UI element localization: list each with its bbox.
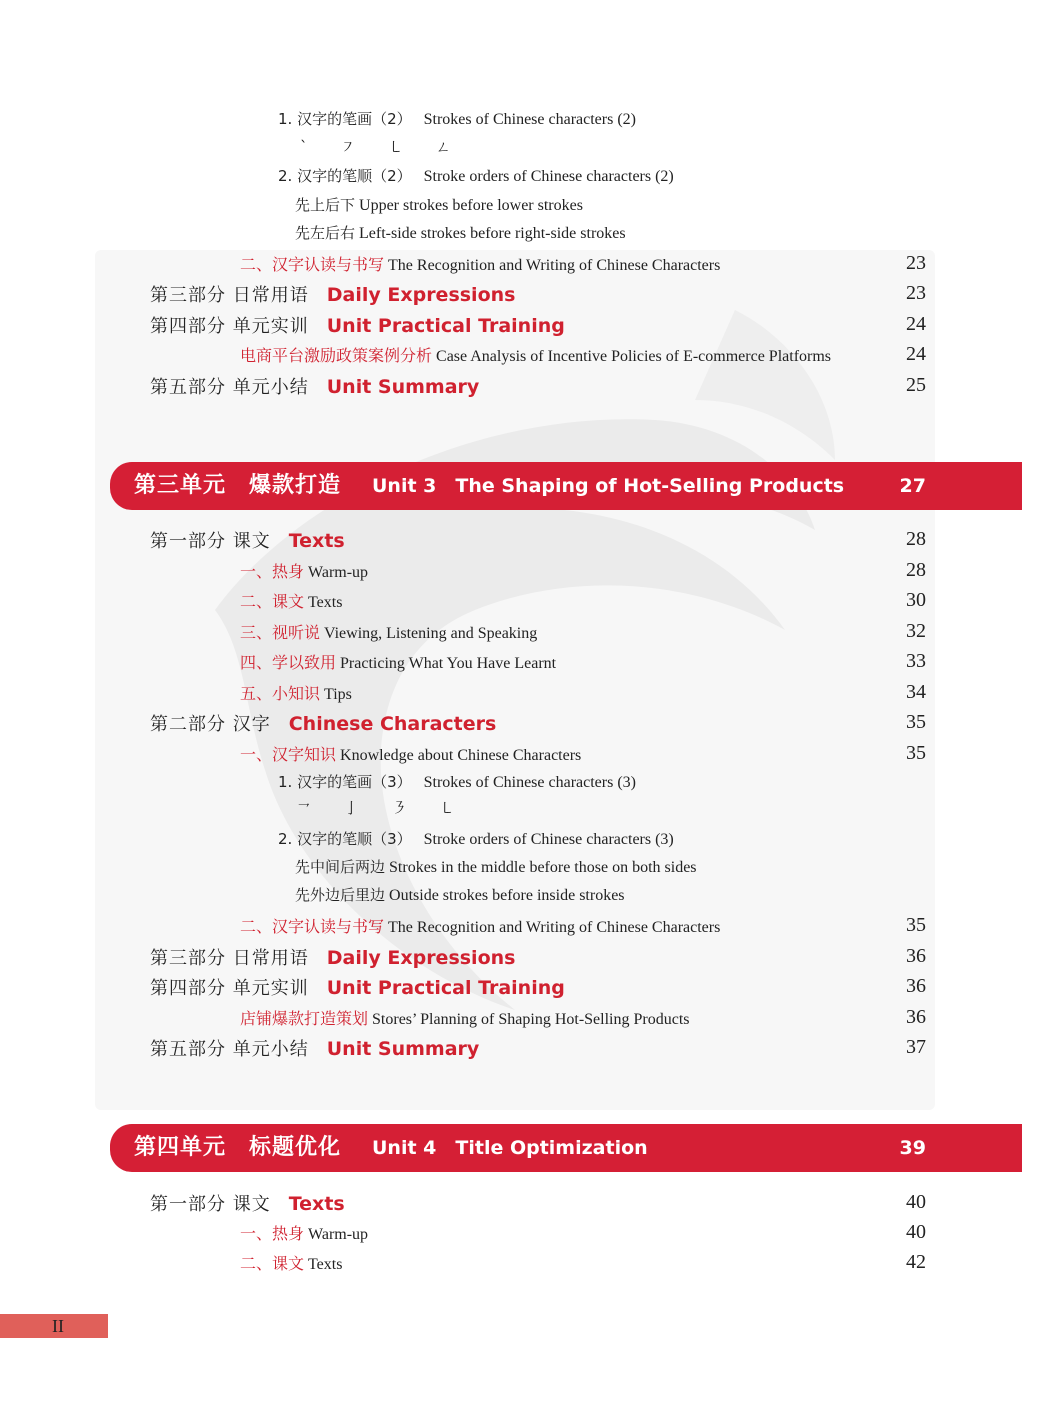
- part-cn: 第二部分 汉字: [150, 714, 271, 735]
- part-en: Unit Summary: [326, 376, 480, 398]
- page-number: 37: [906, 1036, 926, 1058]
- unit-page-number: 39: [899, 1137, 926, 1159]
- section-en: The Recognition and Writing of Chinese Characters: [388, 919, 721, 936]
- toc-section[interactable]: [240, 343, 831, 366]
- toc-subitem[interactable]: [278, 828, 674, 849]
- page-number: 28: [906, 528, 926, 550]
- section-en: Case Analysis of Incentive Policies of E-commerce Platforms: [436, 348, 832, 365]
- page-number: 40: [906, 1221, 926, 1243]
- toc-subitem[interactable]: [278, 108, 636, 129]
- toc-part[interactable]: [150, 373, 479, 399]
- section-cn: 三、视听说: [240, 623, 321, 642]
- unit-title-cn: 第四单元 标题优化: [134, 1135, 342, 1160]
- toc-section[interactable]: [240, 559, 368, 582]
- section-en: Knowledge about Chinese Characters: [340, 747, 582, 764]
- section-cn: 二、课文: [240, 592, 305, 611]
- section-en: Texts: [308, 594, 343, 611]
- toc-part[interactable]: [150, 710, 496, 736]
- toc-section[interactable]: [240, 252, 720, 275]
- section-cn: 二、汉字认读与书写: [240, 917, 385, 936]
- unit-banner[interactable]: [110, 462, 1022, 510]
- toc-subitem[interactable]: [278, 165, 674, 186]
- toc-part[interactable]: [150, 974, 565, 1000]
- stroke-glyphs-text: ` ㇇ ㇄ ㄥ: [300, 138, 465, 156]
- part-en: Daily Expressions: [326, 947, 516, 969]
- subitem-en: Stroke orders of Chinese characters (3): [423, 831, 674, 848]
- section-en: Texts: [308, 1256, 343, 1273]
- page-number: 23: [906, 282, 926, 304]
- page-number: 23: [906, 252, 926, 274]
- toc-subitem[interactable]: [295, 884, 625, 905]
- toc-section[interactable]: [240, 1251, 342, 1274]
- toc-section[interactable]: [240, 650, 556, 673]
- section-cn: 二、汉字认读与书写: [240, 255, 385, 274]
- subitem-en: Upper strokes before lower strokes: [359, 197, 583, 214]
- toc-section[interactable]: [240, 914, 720, 937]
- section-en: Practicing What You Have Learnt: [340, 655, 557, 672]
- part-cn: 第三部分 日常用语: [150, 948, 309, 969]
- subitem-en: Strokes of Chinese characters (2): [423, 111, 636, 128]
- toc-section[interactable]: [240, 681, 352, 704]
- page-number: 28: [906, 559, 926, 581]
- subitem-en: Strokes of Chinese characters (3): [423, 774, 636, 791]
- toc-section[interactable]: [240, 1006, 689, 1029]
- toc-part[interactable]: [150, 281, 515, 307]
- page-number: 42: [906, 1251, 926, 1273]
- section-en: Warm-up: [308, 564, 369, 581]
- subitem-cn: 2. 汉字的笔顺（2）: [278, 167, 412, 185]
- section-en: Tips: [324, 686, 352, 703]
- stroke-glyphs: [296, 797, 468, 818]
- page-number: 36: [906, 945, 926, 967]
- part-en: Unit Practical Training: [326, 315, 565, 337]
- page-number: 25: [906, 374, 926, 396]
- subitem-en: Strokes in the middle before those on both sides: [389, 859, 697, 876]
- toc-section[interactable]: [240, 1221, 368, 1244]
- section-cn: 一、汉字知识: [240, 745, 337, 764]
- subitem-en: Left-side strokes before right-side strokes: [359, 225, 626, 242]
- section-en: Stores’ Planning of Shaping Hot-Selling Products: [372, 1011, 690, 1028]
- toc-part[interactable]: [150, 1035, 479, 1061]
- page-number: 33: [906, 650, 926, 672]
- part-en: Unit Practical Training: [326, 977, 565, 999]
- part-cn: 第五部分 单元小结: [150, 1039, 309, 1060]
- section-cn: 电商平台激励政策案例分析: [240, 346, 433, 365]
- page-number: 36: [906, 1006, 926, 1028]
- part-cn: 第四部分 单元实训: [150, 978, 309, 999]
- unit-page-number: 27: [899, 475, 926, 497]
- toc-subitem[interactable]: [278, 771, 636, 792]
- section-cn: 五、小知识: [240, 684, 321, 703]
- part-en: Unit Summary: [326, 1038, 480, 1060]
- subitem-cn: 2. 汉字的笔顺（3）: [278, 830, 412, 848]
- part-en: Texts: [288, 1193, 345, 1215]
- unit-title-en: Unit 3 The Shaping of Hot-Selling Products: [372, 475, 845, 497]
- page-number: 30: [906, 589, 926, 611]
- folio-tab: [0, 1314, 108, 1338]
- part-cn: 第一部分 课文: [150, 1194, 271, 1215]
- section-en: Viewing, Listening and Speaking: [324, 625, 538, 642]
- subitem-cn: 1. 汉字的笔画（2）: [278, 110, 412, 128]
- section-cn: 二、课文: [240, 1254, 305, 1273]
- unit-banner[interactable]: [110, 1124, 1022, 1172]
- toc-part[interactable]: [150, 527, 345, 553]
- toc-subitem[interactable]: [295, 222, 626, 243]
- stroke-glyphs-text: ㇖ 亅 ㇋ ㇄: [296, 799, 469, 817]
- section-en: The Recognition and Writing of Chinese Characters: [388, 257, 721, 274]
- page-number: 40: [906, 1191, 926, 1213]
- toc-subitem[interactable]: [295, 194, 583, 215]
- page-number: 24: [906, 343, 926, 365]
- part-en: Chinese Characters: [288, 713, 497, 735]
- subitem-cn: 先中间后两边: [295, 858, 386, 876]
- part-cn: 第三部分 日常用语: [150, 285, 309, 306]
- subitem-en: Outside strokes before inside strokes: [389, 887, 625, 904]
- toc-section[interactable]: [240, 589, 342, 612]
- part-cn: 第四部分 单元实训: [150, 316, 309, 337]
- page-number: 35: [906, 742, 926, 764]
- toc-part[interactable]: [150, 944, 515, 970]
- stroke-glyphs: [300, 136, 465, 157]
- subitem-cn: 先左后右: [295, 224, 356, 242]
- toc-section[interactable]: [240, 620, 537, 643]
- part-en: Daily Expressions: [326, 284, 516, 306]
- subitem-cn: 先上后下: [295, 196, 356, 214]
- subitem-cn: 1. 汉字的笔画（3）: [278, 773, 412, 791]
- toc-section[interactable]: [240, 742, 581, 765]
- subitem-en: Stroke orders of Chinese characters (2): [423, 168, 674, 185]
- folio-number: II: [52, 1316, 64, 1336]
- section-en: Warm-up: [308, 1226, 369, 1243]
- page-number: 35: [906, 711, 926, 733]
- part-cn: 第五部分 单元小结: [150, 377, 309, 398]
- subitem-cn: 先外边后里边: [295, 886, 386, 904]
- part-cn: 第一部分 课文: [150, 531, 271, 552]
- page-number: 32: [906, 620, 926, 642]
- page-number: 36: [906, 975, 926, 997]
- section-cn: 一、热身: [240, 562, 305, 581]
- page-number: 34: [906, 681, 926, 703]
- section-cn: 店铺爆款打造策划: [240, 1009, 369, 1028]
- section-cn: 一、热身: [240, 1224, 305, 1243]
- toc-part[interactable]: [150, 1190, 345, 1216]
- toc-part[interactable]: [150, 312, 565, 338]
- unit-title-en: Unit 4 Title Optimization: [372, 1137, 648, 1159]
- page-number: 35: [906, 914, 926, 936]
- page-number: 24: [906, 313, 926, 335]
- part-en: Texts: [288, 530, 345, 552]
- toc-subitem[interactable]: [295, 856, 697, 877]
- section-cn: 四、学以致用: [240, 653, 337, 672]
- unit-title-cn: 第三单元 爆款打造: [134, 473, 342, 498]
